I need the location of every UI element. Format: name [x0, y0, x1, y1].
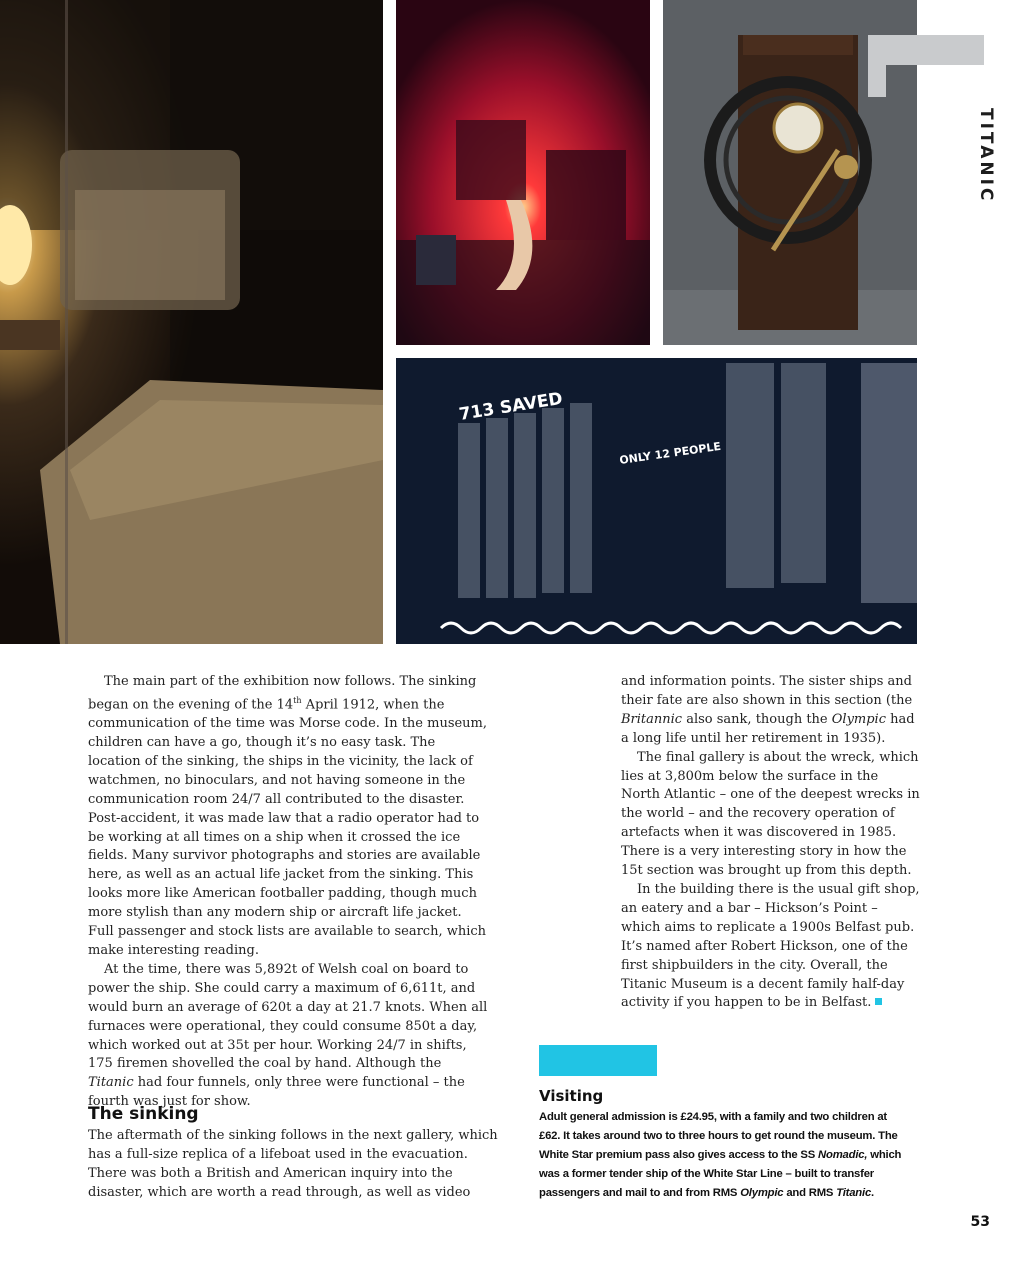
info-heading: Visiting	[539, 1087, 604, 1105]
paragraph: At the time, there was 5,892t of Welsh coal on board to power the ship. She could carry a maximum of 6,611t, and would burn an average of 620t a day at 21.7 knots. When all furnaces were operational, they could consume 850t a day, which worked out at 35t per hour. Working 24/7 in shifts, 175 firemen shovelled the coal by hand. Although the Titanic had four funnels, only three were functional – the fourth was just for show.	[88, 961, 488, 1110]
right-column	[621, 673, 921, 1013]
paragraph: The main part of the exhibition now follows. The sinking began on the evening of the 14th April 1912, when the communication of the time was Morse code. In the museum, children can have a go, though it’s no easy task. The location of the sinking, the ships in the vicinity, the lack of watchmen, no binoculars, and not having someone in the communication room 24/7 all contributed to the disaster. Post-accident, it was made law that a radio operator had to be working at all times on a ship when it crossed the ice fields. Many survivor photographs and stories are available here, as well as an actual life jacket from the sinking. This looks more like American footballer padding, though much more stylish than any modern ship or aircraft life jacket. Full passenger and stock lists are available to search, which make interesting reading.	[88, 674, 488, 959]
info-text: Adult general admission is £24.95, with a family and two children at £62. It takes around two to three hours to get round the museum. The White Star premium pass also gives access to the SS Nomadic, which was a former tender ship of the White Star Line – built to transfer passengers and mail to and from RMS Olympic and RMS Titanic.	[539, 1111, 902, 1199]
left-column-continued	[88, 1127, 498, 1203]
section-label: TITANIC	[976, 108, 996, 204]
left-column	[88, 673, 490, 1112]
memorial-wall-photo	[396, 358, 917, 644]
paragraph: In the building there is the usual gift shop, an eatery and a bar – Hickson’s Point – which aims to replicate a 1900s Belfast pub. It’s named after Robert Hickson, one of the first shipbuilders in the city. Overall, the Titanic Museum is a decent family half-day activity if you happen to be in Belfast.	[621, 881, 920, 1011]
info-accent-bar	[539, 1045, 657, 1076]
paragraph: The final gallery is about the wreck, which lies at 3,800m below the surface in the North Atlantic – one of the deepest wrecks in the world – and the recovery operation of artefacts when it was discovered in 1985. There is a very interesting story in how the 15t section was brought up from this depth.	[621, 749, 920, 879]
parlour-photo	[0, 0, 383, 644]
end-mark-icon	[875, 998, 882, 1005]
engine-room-photo	[396, 0, 650, 345]
section-heading: The sinking	[88, 1104, 199, 1124]
memorial-subheading: ONLY 12 PEOPLE	[618, 439, 722, 467]
page-number: 53	[970, 1214, 990, 1230]
memorial-heading: 713 SAVED	[457, 388, 565, 425]
paragraph: and information points. The sister ships and their fate are also shown in this section (the Britannic also sank, though the Olympic had a long life until her retirement in 1935).	[621, 674, 915, 746]
section-tab-marker	[868, 35, 886, 97]
paragraph: The aftermath of the sinking follows in the next gallery, which has a full-size replica of a lifeboat used in the evacuation. There was both a British and American inquiry into the disaster, which are worth a read through, as well as video	[88, 1128, 498, 1200]
section-tab-bar	[886, 35, 984, 65]
